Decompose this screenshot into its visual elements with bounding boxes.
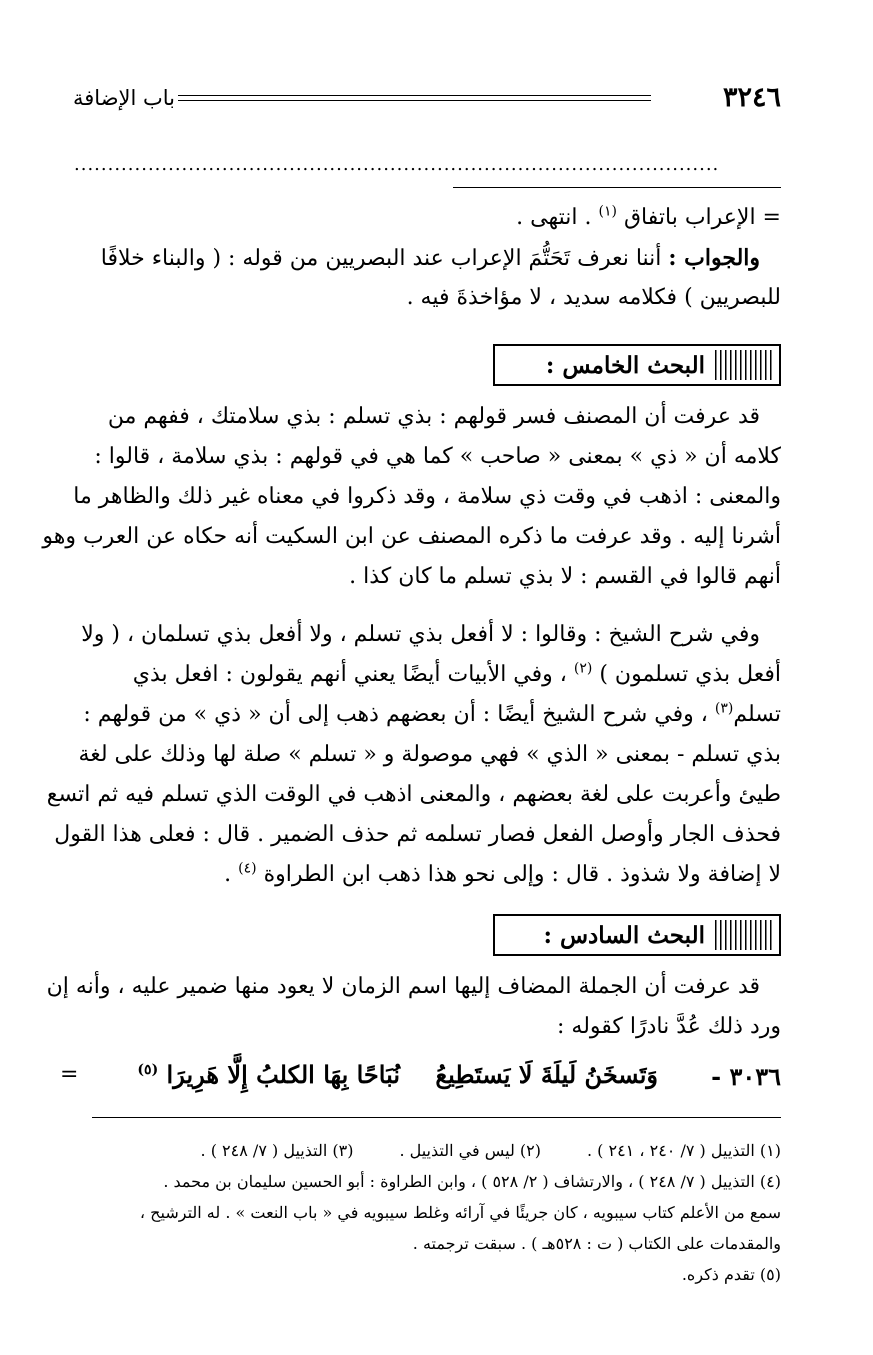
text-line: أشرنا إليه . وقد عرفت ما ذكره المصنف عن ابن السكيت أنه حكاه عن العرب وهو <box>42 524 781 549</box>
section-heading-5 <box>493 344 781 386</box>
footnote-row <box>70 1135 781 1166</box>
continuation-rule <box>453 187 781 188</box>
text-line: والمعنى : اذهب في وقت ذي سلامة ، وقد ذكروا في معناه غير ذلك والظاهر ما <box>73 484 781 509</box>
header-rule-double <box>178 100 651 101</box>
section6-paragraph <box>46 967 781 1047</box>
footnote-ref: (١) <box>598 203 617 220</box>
text-line: قد عرفت أن الجملة المضاف إليها اسم الزمان لا يعود منها ضمير عليه ، وأنه إن <box>46 974 761 999</box>
footnote-2: (٢) ليس في التذييل . <box>399 1141 541 1160</box>
footnote-4-cont: والمقدمات على الكتاب ( ت : ٥٢٨هـ ) . سبقت ترجمته . <box>412 1234 781 1253</box>
heading-hatch-ornament <box>715 350 775 380</box>
answer-label: والجواب : <box>668 245 761 271</box>
text-line: لا إضافة ولا شذوذ . قال : وإلى نحو هذا ذهب ابن الطراوة $^{(٤)}$ . <box>224 860 781 887</box>
footnote-5: (٥) تقدم ذكره. <box>681 1265 781 1284</box>
verse-hemistich-2: نُبَاحًا بِهَا الكلبُ إِلَّا هَرِيرَا $^{(٥)}$ <box>137 1060 400 1089</box>
text-line: تسلم$^{(٣)}$ ، وفي شرح الشيخ أيضًا : أن بعضهم ذهب إلى أن « ذي » من قولهم : <box>83 700 781 727</box>
text-line: ورد ذلك عُدَّ نادرًا كقوله : <box>557 1014 781 1039</box>
footnote-1: (١) التذييل ( ٧/ ٢٤٠ ، ٢٤١ ) . <box>586 1141 781 1160</box>
footnote-ref: (٥) <box>137 1062 159 1078</box>
text-line: بذي تسلم - بمعنى « الذي » فهي موصولة و « تسلم » صلة لها وذلك على لغة <box>78 742 781 767</box>
text-line: فحذف الجار وأوصل الفعل فصار تسلمه ثم حذف الضمير . قال : فعلى هذا القول <box>54 822 781 847</box>
text-line: والجواب : أننا نعرف تَحَتُّمَ الإعراب عند البصريين من قوله : ( والبناء خلافًا <box>100 245 761 271</box>
section5-paragraph-1 <box>42 397 781 597</box>
section-heading-6 <box>493 914 781 956</box>
footnote-4-cont: سمع من الأعلم كتاب سيبويه ، كان جريئًا في آرائه وغلط سيبويه في « باب النعت » . له الترشيح ، <box>139 1203 781 1222</box>
continuation-mark: = <box>60 1062 79 1087</box>
intro-paragraph <box>70 198 781 318</box>
section5-paragraph-2 <box>46 615 781 895</box>
ellipsis-dots: ................................................................................................ <box>74 154 720 175</box>
text-line: وفي شرح الشيخ : وقالوا : لا أفعل بذي تسلم ، ولا أفعل بذي تسلمان ، ( ولا <box>81 622 761 647</box>
text-line: للبصريين ) فكلامه سديد ، لا مؤاخذةَ فيه . <box>406 285 781 310</box>
section-heading-text: البحث الخامس : <box>545 351 705 379</box>
footnote-ref: (٢) <box>573 660 593 677</box>
text-line: = الإعراب باتفاق $^{(١)}$ . انتهى . <box>516 203 781 230</box>
footnote-ref: (٣) <box>714 700 734 717</box>
verse-hemistich-1: وَتَسخَنُ لَيلَةَ لَا يَستَطِيعُ <box>435 1060 658 1089</box>
footnote-separator <box>92 1117 781 1118</box>
text-line: كلامه أن « ذي » بمعنى « صاحب » كما هي في قولهم : بذي سلامة ، قالوا : <box>94 444 781 469</box>
footnote-3: (٣) التذييل ( ٧/ ٢٤٨ ) . <box>200 1141 354 1160</box>
text-line: قد عرفت أن المصنف فسر قولهم : بذي تسلم : بذي سلامتك ، ففهم من <box>107 404 761 429</box>
text-line: أنهم قالوا في القسم : لا بذي تسلم ما كان كذا . <box>349 564 781 589</box>
verse-number: ٣٠٣٦ - <box>711 1062 781 1091</box>
text-line: طيئ وأعربت على لغة بعضهم ، والمعنى اذهب في الوقت الذي تسلم فيه ثم اتسع <box>46 782 781 807</box>
chapter-title: باب الإضافة <box>73 86 176 110</box>
section-heading-text: البحث السادس : <box>543 921 705 949</box>
footnotes <box>70 1135 781 1290</box>
heading-hatch-ornament <box>715 920 775 950</box>
page-number: ٣٢٤٦ <box>722 82 781 113</box>
text-line: أفعل بذي تسلمون ) $^{(٢)}$ ، وفي الأبيات أيضًا يعني أنهم يقولون : افعل بذي <box>132 660 781 687</box>
poetry-verse <box>60 1058 781 1102</box>
footnote-ref: (٤) <box>238 860 257 877</box>
header-rule <box>178 95 651 96</box>
footnote-4: (٤) التذييل ( ٧/ ٢٤٨ ) ، والارتشاف ( ٢/ ٥٢٨ ) ، وابن الطراوة : أبو الحسين سليمان بن محمد . <box>163 1172 781 1191</box>
